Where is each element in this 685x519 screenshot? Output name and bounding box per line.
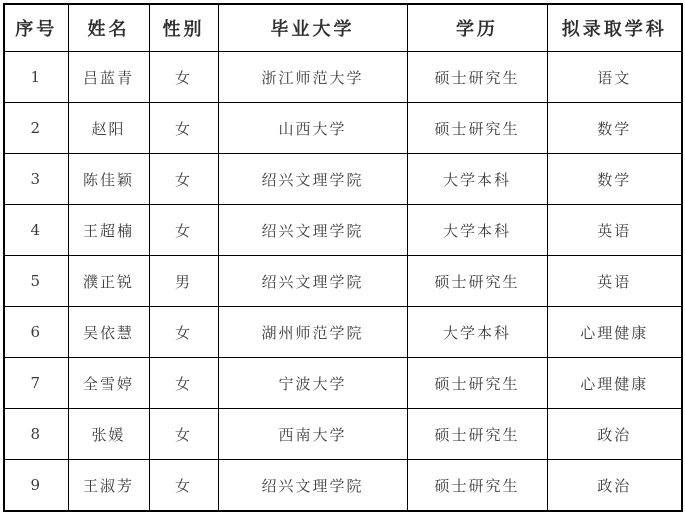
cell-index: 2 — [4, 103, 68, 154]
cell-degree: 硕士研究生 — [407, 52, 547, 103]
cell-degree: 硕士研究生 — [407, 256, 547, 307]
cell-university: 绍兴文理学院 — [218, 205, 407, 256]
header-row — [4, 4, 682, 52]
cell-university: 浙江师范大学 — [218, 52, 407, 103]
cell-name: 陈佳颖 — [68, 154, 149, 205]
cell-index: 8 — [4, 409, 68, 460]
admission-table — [3, 3, 683, 512]
cell-university: 绍兴文理学院 — [218, 256, 407, 307]
header-cell-degree: 学历 — [407, 4, 547, 52]
table-row — [4, 460, 682, 512]
cell-university: 绍兴文理学院 — [218, 154, 407, 205]
table-row — [4, 205, 682, 256]
cell-name: 濮正锐 — [68, 256, 149, 307]
header-cell-subject: 拟录取学科 — [547, 4, 682, 52]
cell-subject: 政治 — [547, 409, 682, 460]
cell-subject: 语文 — [547, 52, 682, 103]
cell-index: 1 — [4, 52, 68, 103]
cell-gender: 女 — [149, 460, 218, 512]
cell-degree: 大学本科 — [407, 205, 547, 256]
cell-university: 宁波大学 — [218, 358, 407, 409]
cell-subject: 数学 — [547, 103, 682, 154]
header-cell-name: 姓名 — [68, 4, 149, 52]
cell-subject: 心理健康 — [547, 358, 682, 409]
cell-subject: 心理健康 — [547, 307, 682, 358]
cell-gender: 男 — [149, 256, 218, 307]
cell-index: 9 — [4, 460, 68, 512]
cell-gender: 女 — [149, 307, 218, 358]
cell-degree: 硕士研究生 — [407, 103, 547, 154]
cell-name: 吕蓝青 — [68, 52, 149, 103]
cell-gender: 女 — [149, 52, 218, 103]
cell-university: 西南大学 — [218, 409, 407, 460]
cell-gender: 女 — [149, 154, 218, 205]
cell-gender: 女 — [149, 358, 218, 409]
cell-gender: 女 — [149, 205, 218, 256]
cell-subject: 英语 — [547, 205, 682, 256]
cell-degree: 大学本科 — [407, 307, 547, 358]
header-cell-gender: 性别 — [149, 4, 218, 52]
table-row — [4, 358, 682, 409]
table-body — [4, 52, 682, 512]
cell-degree: 硕士研究生 — [407, 358, 547, 409]
cell-index: 7 — [4, 358, 68, 409]
cell-gender: 女 — [149, 409, 218, 460]
cell-index: 4 — [4, 205, 68, 256]
cell-name: 张媛 — [68, 409, 149, 460]
cell-subject: 英语 — [547, 256, 682, 307]
cell-gender: 女 — [149, 103, 218, 154]
cell-index: 6 — [4, 307, 68, 358]
cell-university: 绍兴文理学院 — [218, 460, 407, 512]
cell-subject: 数学 — [547, 154, 682, 205]
table-row — [4, 256, 682, 307]
cell-degree: 硕士研究生 — [407, 409, 547, 460]
cell-name: 王淑芳 — [68, 460, 149, 512]
cell-name: 王超楠 — [68, 205, 149, 256]
cell-degree: 硕士研究生 — [407, 460, 547, 512]
header-cell-university: 毕业大学 — [218, 4, 407, 52]
cell-degree: 大学本科 — [407, 154, 547, 205]
cell-name: 吴依慧 — [68, 307, 149, 358]
cell-name: 赵阳 — [68, 103, 149, 154]
header-cell-index: 序号 — [4, 4, 68, 52]
cell-index: 5 — [4, 256, 68, 307]
table-row — [4, 307, 682, 358]
table-row — [4, 154, 682, 205]
table-row — [4, 409, 682, 460]
table-row — [4, 52, 682, 103]
table-row — [4, 103, 682, 154]
cell-name: 全雪婷 — [68, 358, 149, 409]
cell-university: 湖州师范学院 — [218, 307, 407, 358]
cell-index: 3 — [4, 154, 68, 205]
cell-subject: 政治 — [547, 460, 682, 512]
cell-university: 山西大学 — [218, 103, 407, 154]
